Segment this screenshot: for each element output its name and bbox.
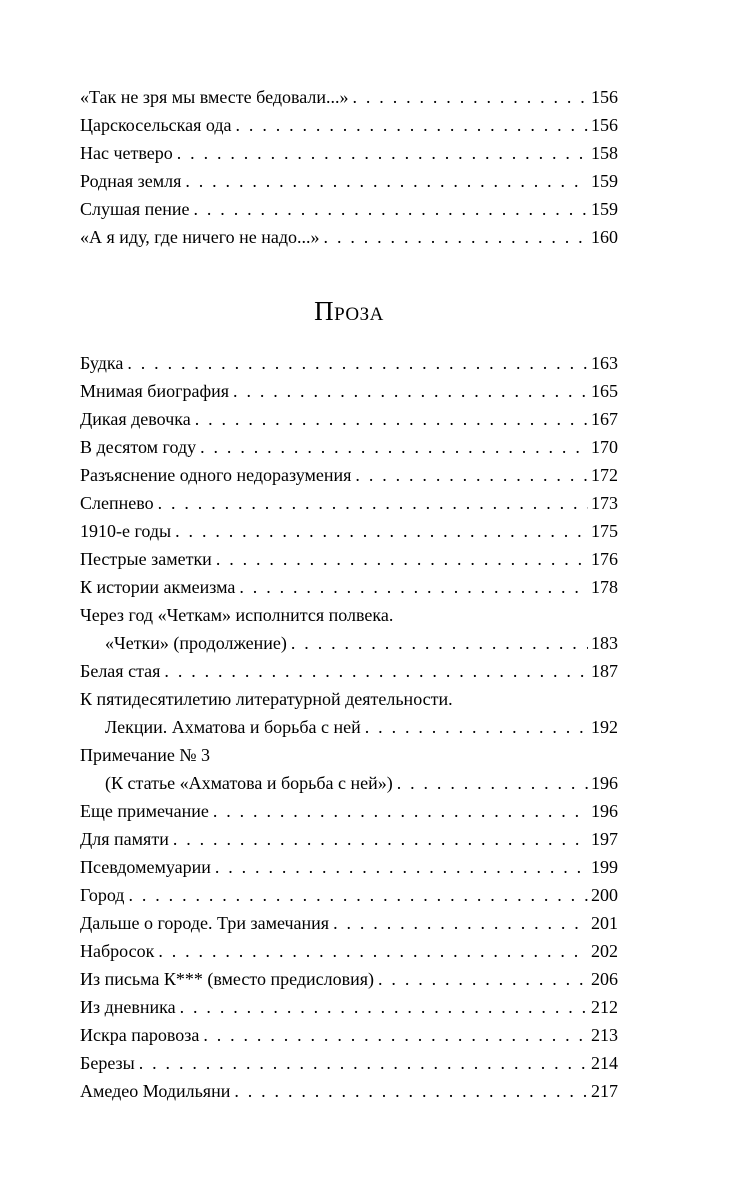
toc-entry: [80, 937, 618, 965]
toc-entry-title-line: Через год «Четкам» исполнится полвека.: [80, 605, 394, 625]
dot-leader: [173, 825, 588, 853]
toc-page-number: 156: [591, 87, 618, 107]
toc-entry: [80, 657, 618, 685]
toc-page-number: 197: [591, 829, 618, 849]
toc-entry-title: «Так не зря мы вместе бедовали...»: [80, 87, 349, 107]
toc-entry: [80, 349, 618, 377]
toc-entry-title-line: К пятидесятилетию литературной деятельности.: [80, 689, 453, 709]
dot-leader: [239, 573, 588, 601]
dot-leader: [128, 881, 588, 909]
toc-page-number: 167: [591, 409, 618, 429]
toc-entry-title: Дальше о городе. Три замечания: [80, 913, 330, 933]
toc-entry: [80, 629, 618, 657]
toc-page-number: 202: [591, 941, 618, 961]
toc-entry: [80, 797, 618, 825]
toc-page-number: 201: [591, 913, 618, 933]
toc-page-number: 156: [591, 115, 618, 135]
toc-entry: [80, 139, 618, 167]
dot-leader: [355, 461, 588, 489]
toc-entry: [80, 377, 618, 405]
toc-entry: [80, 965, 618, 993]
toc-entry: [80, 489, 618, 517]
toc-entry: [80, 461, 618, 489]
table-of-contents: [80, 83, 618, 1105]
toc-page-number: 172: [591, 465, 618, 485]
toc-entry: [80, 769, 618, 797]
dot-leader: [185, 167, 588, 195]
dot-leader: [180, 993, 588, 1021]
toc-entry: [80, 223, 618, 251]
toc-entry: [80, 83, 618, 111]
toc-entry-title: Белая стая: [80, 661, 161, 681]
toc-entry-title: Березы: [80, 1053, 135, 1073]
toc-entry-title: Дикая девочка: [80, 409, 191, 429]
dot-leader: [177, 139, 588, 167]
dot-leader: [139, 1049, 588, 1077]
toc-entry-title: (К статье «Ахматова и борьба с ней»): [105, 773, 393, 793]
dot-leader: [291, 629, 588, 657]
dot-leader: [158, 937, 588, 965]
toc-page-number: 158: [591, 143, 618, 163]
toc-page-number: 160: [591, 227, 618, 247]
toc-entry: [80, 517, 618, 545]
toc-entry: [80, 825, 618, 853]
toc-entry: [80, 1049, 618, 1077]
toc-page-number: 178: [591, 577, 618, 597]
toc-entry: [80, 195, 618, 223]
dot-leader: [365, 713, 588, 741]
toc-entry-title: К истории акмеизма: [80, 577, 236, 597]
toc-entry: [80, 993, 618, 1021]
toc-entry-title: В десятом году: [80, 437, 197, 457]
toc-page-number: 165: [591, 381, 618, 401]
toc-prose-list: [80, 349, 618, 1105]
dot-leader: [175, 517, 588, 545]
toc-entry-title: 1910-е годы: [80, 521, 172, 541]
toc-page-number: 187: [591, 661, 618, 681]
dot-leader: [378, 965, 588, 993]
toc-entry-title: Слепнево: [80, 493, 154, 513]
toc-page-number: 213: [591, 1025, 618, 1045]
dot-leader: [164, 657, 588, 685]
toc-entry-title: Из дневника: [80, 997, 176, 1017]
toc-page-number: 183: [591, 633, 618, 653]
toc-entry-title: Слушая пение: [80, 199, 190, 219]
toc-page-number: 173: [591, 493, 618, 513]
toc-page-number: 192: [591, 717, 618, 737]
toc-entry-title: Разъяснение одного недоразумения: [80, 465, 352, 485]
toc-entry-title: Родная земля: [80, 171, 182, 191]
dot-leader: [127, 349, 588, 377]
toc-page-number: 200: [591, 885, 618, 905]
toc-entry-title: Пестрые заметки: [80, 549, 212, 569]
toc-page-number: 175: [591, 521, 618, 541]
toc-entry: [80, 405, 618, 433]
dot-leader: [194, 195, 589, 223]
dot-leader: [213, 797, 588, 825]
toc-entry-title: «Четки» (продолжение): [105, 633, 287, 653]
toc-entry: [80, 909, 618, 937]
toc-entry-title: Город: [80, 885, 125, 905]
toc-page-number: 159: [591, 171, 618, 191]
toc-entry: [80, 573, 618, 601]
dot-leader: [200, 433, 588, 461]
toc-entry: [80, 713, 618, 741]
dot-leader: [236, 111, 588, 139]
toc-entry: [80, 433, 618, 461]
dot-leader: [158, 489, 588, 517]
toc-entry-title: Из письма К*** (вместо предисловия): [80, 969, 375, 989]
toc-page-number: 206: [591, 969, 618, 989]
toc-page-number: 196: [591, 801, 618, 821]
toc-entry: [80, 111, 618, 139]
dot-leader: [195, 405, 588, 433]
dot-leader: [215, 853, 588, 881]
toc-entry: [80, 853, 618, 881]
toc-page-number: 159: [591, 199, 618, 219]
dot-leader: [203, 1021, 588, 1049]
toc-entry-title: Еще примечание: [80, 801, 209, 821]
toc-entry-title: Для памяти: [80, 829, 169, 849]
dot-leader: [233, 377, 588, 405]
section-heading: Проза: [314, 296, 384, 326]
toc-entry-title: «А я иду, где ничего не надо...»: [80, 227, 320, 247]
toc-entry-title-line: Примечание № 3: [80, 745, 211, 765]
toc-entry: [80, 1021, 618, 1049]
toc-page-number: 196: [591, 773, 618, 793]
toc-entry-title: Царскосельская ода: [80, 115, 232, 135]
toc-entry: [80, 545, 618, 573]
dot-leader: [234, 1077, 588, 1105]
toc-entry-title: Будка: [80, 353, 124, 373]
toc-page-number: 163: [591, 353, 618, 373]
toc-page-number: 170: [591, 437, 618, 457]
toc-poetry-list: [80, 83, 618, 251]
toc-entry-title: Мнимая биография: [80, 381, 230, 401]
dot-leader: [353, 83, 589, 111]
toc-page-number: 176: [591, 549, 618, 569]
toc-entry: [80, 167, 618, 195]
toc-page-number: 217: [591, 1081, 618, 1101]
toc-entry-title: Набросок: [80, 941, 155, 961]
toc-entry-title: Лекции. Ахматова и борьба с ней: [105, 717, 361, 737]
toc-page-number: 212: [591, 997, 618, 1017]
dot-leader: [324, 223, 588, 251]
toc-page-number: 199: [591, 857, 618, 877]
toc-entry: [80, 881, 618, 909]
dot-leader: [333, 909, 588, 937]
toc-entry-title: Нас четверо: [80, 143, 173, 163]
dot-leader: [397, 769, 588, 797]
toc-entry-title: Псевдомемуарии: [80, 857, 211, 877]
toc-entry-title: Амедео Модильяни: [80, 1081, 231, 1101]
toc-entry-title: Искра паровоза: [80, 1025, 200, 1045]
dot-leader: [216, 545, 588, 573]
toc-page-number: 214: [591, 1053, 618, 1073]
toc-entry: [80, 1077, 618, 1105]
